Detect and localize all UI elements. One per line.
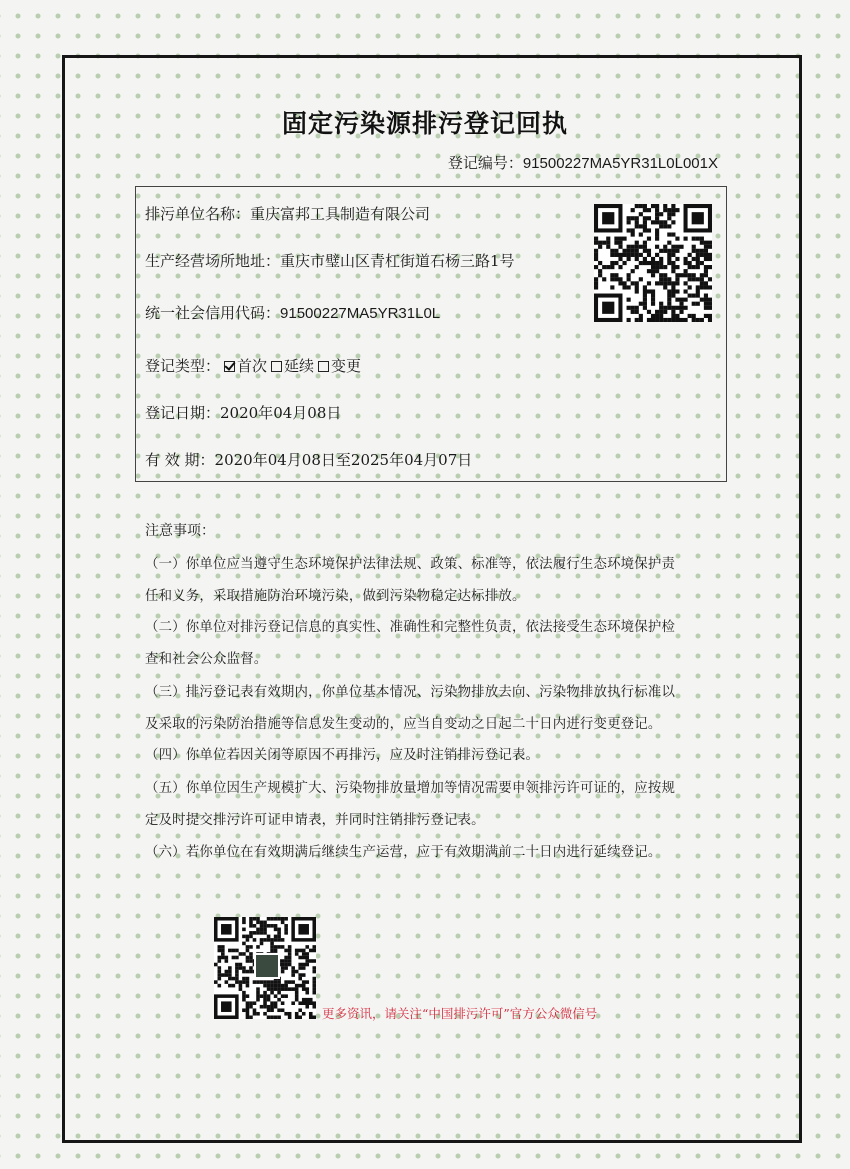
unit-name-value: 重庆富邦工具制造有限公司 (250, 205, 431, 223)
notice-item-1-line-2: 任和义务，采取措施防治环境污染，做到污染物稳定达标排放。 (145, 588, 526, 604)
registration-date-row (145, 402, 341, 423)
notice-item-2 (145, 612, 720, 675)
address-label: 生产经营场所地址： (145, 252, 281, 270)
notice-item-5-line-1: （五）你单位因生产规模扩大、污染物排放量增加等情况需要申领排污许可证的，应按规 (145, 781, 676, 796)
checkbox-icon[interactable] (224, 361, 235, 372)
registration-type-row (145, 355, 361, 376)
notice-item-1 (145, 549, 720, 612)
notice-item-3-line-2: 及采取的污染防治措施等信息发生变动的，应当自变动之日起二十日内进行变更登记。 (145, 716, 662, 732)
qr-code-icon (594, 204, 712, 322)
registration-type-option-label: 延续 (284, 357, 315, 375)
promo-text: 更多资讯，请关注“中国排污许可”官方公众微信号 (322, 1006, 598, 1021)
checkbox-icon[interactable] (318, 361, 329, 372)
notice-item-3 (145, 677, 720, 740)
address-value: 重庆市璧山区青杠街道石杨三路1号 (280, 252, 515, 270)
credit-code-label: 统一社会信用代码： (145, 304, 281, 322)
notice-item-4-line-1: （四）你单位若因关闭等原因不再排污，应及时注销排污登记表。 (145, 748, 540, 763)
registration-type-options (220, 357, 361, 375)
registration-date-value: 2020年04月08日 (220, 404, 342, 422)
credit-code-value: 91500227MA5YR31L0L (280, 305, 441, 322)
notice-item-6-line-1: （六）若你单位在有效期满后继续生产运营，应于有效期满前二十日内进行延续登记。 (145, 845, 662, 860)
registration-type-label: 登记类型： (145, 357, 221, 375)
registration-number (448, 152, 718, 173)
document-title: 固定污染源排污登记回执 (281, 109, 568, 138)
notice-item-5 (145, 773, 720, 836)
registration-date-label: 登记日期： (145, 404, 221, 422)
notice-item-4 (145, 740, 720, 772)
validity-value: 2020年04月08日至2025年04月07日 (214, 451, 473, 469)
notice-item-1-line-1: （一）你单位应当遵守生态环境保护法律法规、政策、标准等，依法履行生态环境保护责 (145, 557, 676, 572)
validity-label: 有 效 期： (145, 451, 215, 469)
address-row (145, 250, 515, 271)
credit-code-row (145, 302, 440, 323)
registration-number-label: 登记编号： (447, 154, 523, 172)
notice-item-6 (145, 837, 720, 869)
registration-type-option-label: 首次 (237, 357, 268, 375)
notice-item-5-line-2: 定及时提交排污许可证申请表，并同时注销排污登记表。 (145, 812, 485, 828)
unit-name-row (145, 203, 430, 224)
qr-logo-icon (254, 953, 280, 979)
registration-type-option-label: 变更 (331, 357, 362, 375)
validity-row (145, 449, 472, 470)
unit-name-label: 排污单位名称： (145, 205, 251, 223)
notice-item-2-line-1: （二）你单位对排污登记信息的真实性、准确性和完整性负责，依法接受生态环境保护检 (145, 620, 676, 635)
registration-number-value: 91500227MA5YR31L0L001X (522, 155, 718, 172)
notice-heading: 注意事项： (145, 523, 215, 539)
checkbox-icon[interactable] (271, 361, 282, 372)
notice-item-3-line-1: （三）排污登记表有效期内，你单位基本情况、污染物排放去向、污染物排放执行标准以 (145, 685, 676, 700)
notice-item-2-line-2: 查和社会公众监督。 (145, 651, 268, 667)
